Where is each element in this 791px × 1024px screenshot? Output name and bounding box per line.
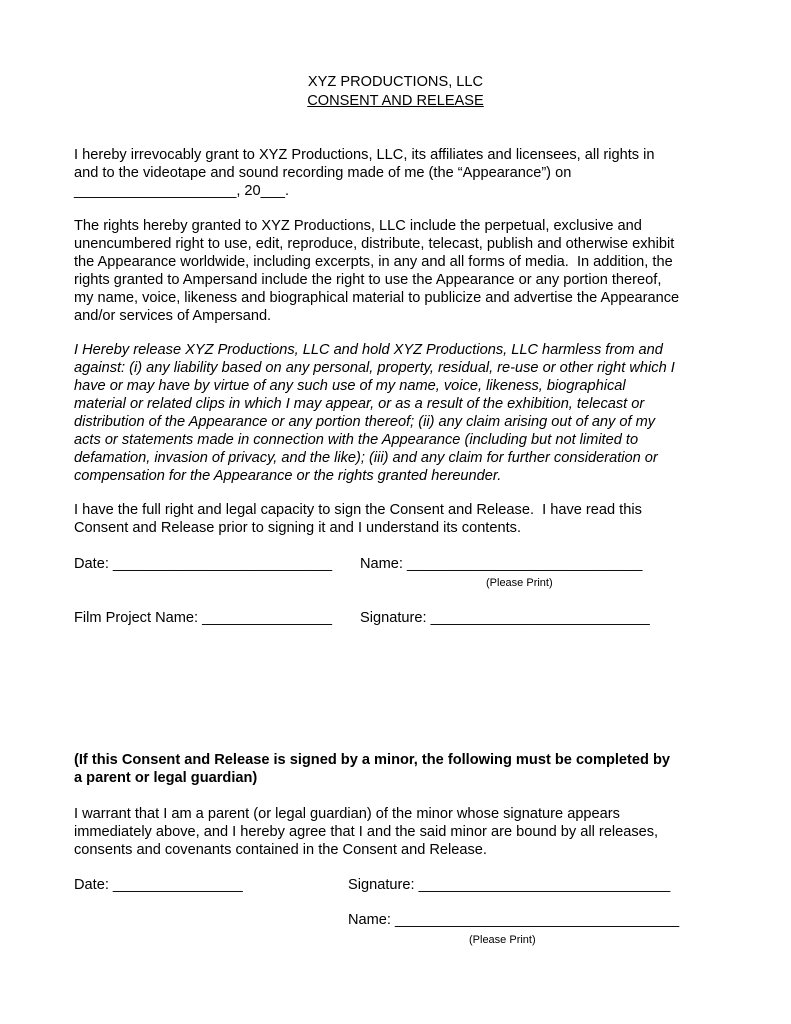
rights-line: rights granted to Ampersand include the right to use the Appearance or any portion thereof, (74, 272, 662, 288)
date-field[interactable]: Date: ___________________________ (74, 556, 333, 572)
warrant-line: consents and covenants contained in the Consent and Release. (74, 842, 487, 858)
release-line: against: (i) any liability based on any personal, property, residual, re-use or other right which I (74, 360, 675, 376)
release-line: have or may have by virtue of any such use of my name, voice, likeness, biographical (74, 378, 626, 394)
capacity-paragraph (74, 501, 724, 537)
release-line: defamation, invasion of privacy, and the like); (iii) and any claim for further consideration or (74, 450, 658, 466)
rights-line: and/or services of Ampersand. (74, 308, 272, 324)
warrant-paragraph (74, 805, 724, 859)
grant-line: I hereby irrevocably grant to XYZ Productions, LLC, its affiliates and licensees, all rights in (74, 147, 655, 163)
guardian-date-field[interactable]: Date: ________________ (74, 877, 243, 893)
rights-line: the Appearance worldwide, including excerpts, in any and all forms of media. In addition, the (74, 254, 673, 270)
minor-heading-line: (If this Consent and Release is signed by a minor, the following must be completed by (74, 752, 671, 768)
guardian-signature-field[interactable]: Signature: _______________________________ (348, 877, 671, 893)
guardian-please-print-note: (Please Print) (469, 934, 536, 946)
warrant-line: I warrant that I am a parent (or legal guardian) of the minor whose signature appears (74, 806, 620, 822)
signature-field[interactable]: Signature: ___________________________ (360, 610, 650, 626)
rights-line: The rights hereby granted to XYZ Productions, LLC include the perpetual, exclusive and (74, 218, 642, 234)
capacity-line: Consent and Release prior to signing it and I understand its contents. (74, 520, 522, 536)
film-project-name-field[interactable]: Film Project Name: ________________ (74, 610, 332, 626)
company-name: XYZ PRODUCTIONS, LLC (307, 74, 484, 90)
rights-line: unencumbered right to use, edit, reproduce, distribute, telecast, publish and otherwise exhibit (74, 236, 675, 252)
release-line: material or related clips in which I may appear, or as a result of the exhibition, telecast or (74, 396, 645, 412)
release-line: compensation for the Appearance or the rights granted hereunder. (74, 468, 502, 484)
minor-heading-line: a parent or legal guardian) (74, 770, 258, 786)
release-line: I Hereby release XYZ Productions, LLC and hold XYZ Productions, LLC harmless from and (74, 342, 663, 358)
please-print-note: (Please Print) (486, 577, 553, 589)
name-field[interactable]: Name: _____________________________ (360, 556, 643, 572)
release-line: distribution of the Appearance or any portion thereof; (ii) any claim arising out of any of my (74, 414, 656, 430)
document-title: CONSENT AND RELEASE (307, 93, 484, 109)
rights-line: my name, voice, likeness and biographical material to publicize and advertise the Appearance (74, 290, 680, 306)
grant-paragraph (74, 146, 724, 200)
guardian-name-field[interactable]: Name: ___________________________________ (348, 912, 680, 928)
release-paragraph (74, 341, 724, 485)
grant-line: ____________________, 20___. (74, 183, 290, 199)
rights-paragraph (74, 217, 724, 325)
grant-line: and to the videotape and sound recording made of me (the “Appearance”) on (74, 165, 572, 181)
capacity-line: I have the full right and legal capacity to sign the Consent and Release. I have read this (74, 502, 642, 518)
warrant-line: immediately above, and I hereby agree that I and the said minor are bound by all releases, (74, 824, 659, 840)
minor-heading (74, 751, 724, 787)
release-line: acts or statements made in connection with the Appearance (including but not limited to (74, 432, 639, 448)
